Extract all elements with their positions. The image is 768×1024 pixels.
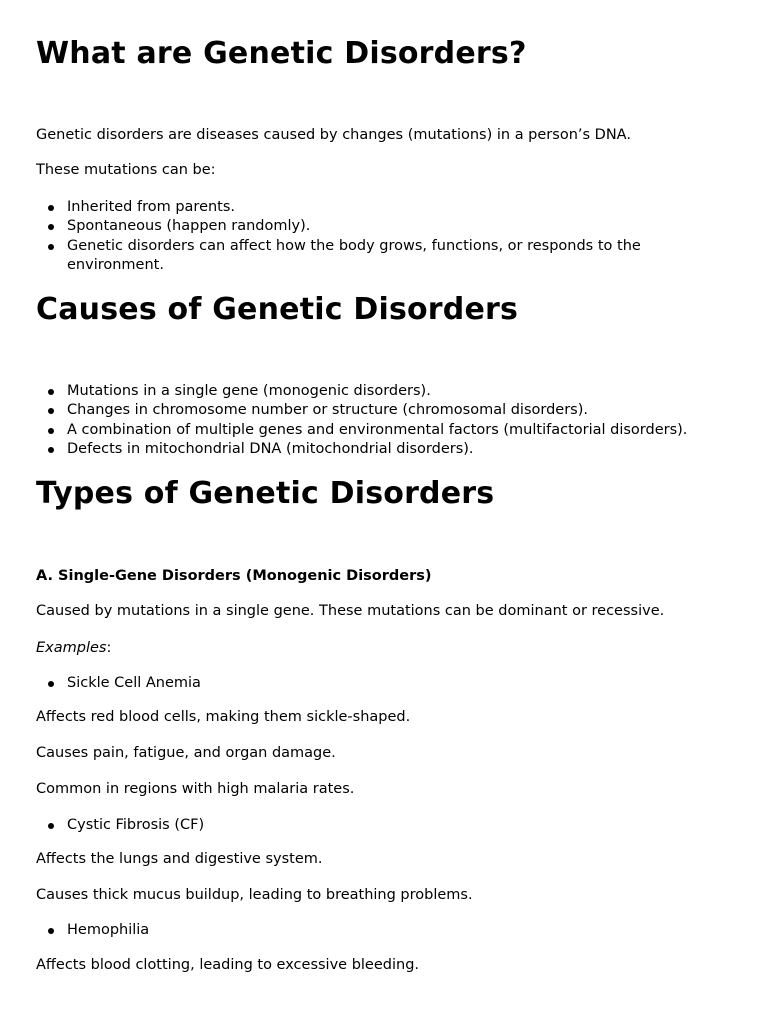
heading-causes: Causes of Genetic Disorders (36, 292, 519, 327)
sickle-cell-note: Affects red blood cells, making them sickle-shaped. (36, 709, 411, 725)
single-gene-description: Caused by mutations in a single gene. These mutations can be dominant or recessive. (36, 603, 665, 619)
cystic-fibrosis-note: Causes thick mucus buildup, leading to breathing problems. (36, 887, 473, 903)
list-item: Genetic disorders can affect how the body grows, functions, or responds to the environment. (36, 237, 667, 276)
examples-label-colon: : (106, 640, 112, 656)
list-item: Cystic Fibrosis (CF) (36, 816, 726, 835)
list-item: Defects in mitochondrial DNA (mitochondrial disorders). (36, 440, 726, 459)
heading-types: Types of Genetic Disorders (36, 476, 495, 511)
list-item: Mutations in a single gene (monogenic disorders). (36, 382, 726, 401)
examples-label (36, 639, 111, 658)
list-item: Hemophilia (36, 921, 726, 940)
list-item: A combination of multiple genes and environmental factors (multifactorial disorders). (36, 421, 726, 440)
list-item: Changes in chromosome number or structure (chromosomal disorders). (36, 401, 726, 420)
intro-paragraph: Genetic disorders are diseases caused by changes (mutations) in a person’s DNA. (36, 127, 631, 143)
examples-label-text: Examples (36, 640, 107, 656)
example-list-hemophilia (36, 921, 726, 940)
hemophilia-note: Affects blood clotting, leading to excessive bleeding. (36, 957, 420, 973)
cystic-fibrosis-note: Affects the lungs and digestive system. (36, 851, 323, 867)
example-list-cystic-fibrosis (36, 816, 726, 835)
list-item: Sickle Cell Anemia (36, 674, 726, 693)
sickle-cell-note: Causes pain, fatigue, and organ damage. (36, 745, 336, 761)
heading-what-are-genetic-disorders: What are Genetic Disorders? (36, 36, 527, 71)
example-list-sickle-cell (36, 674, 726, 693)
sickle-cell-note: Common in regions with high malaria rates. (36, 781, 355, 797)
subheading-single-gene: A. Single-Gene Disorders (Monogenic Disorders) (36, 568, 432, 584)
list-item: Inherited from parents. (36, 198, 726, 217)
causes-list (36, 382, 726, 459)
lead-paragraph: These mutations can be: (36, 162, 216, 178)
list-item: Spontaneous (happen randomly). (36, 217, 726, 236)
mutation-types-list (36, 198, 726, 275)
